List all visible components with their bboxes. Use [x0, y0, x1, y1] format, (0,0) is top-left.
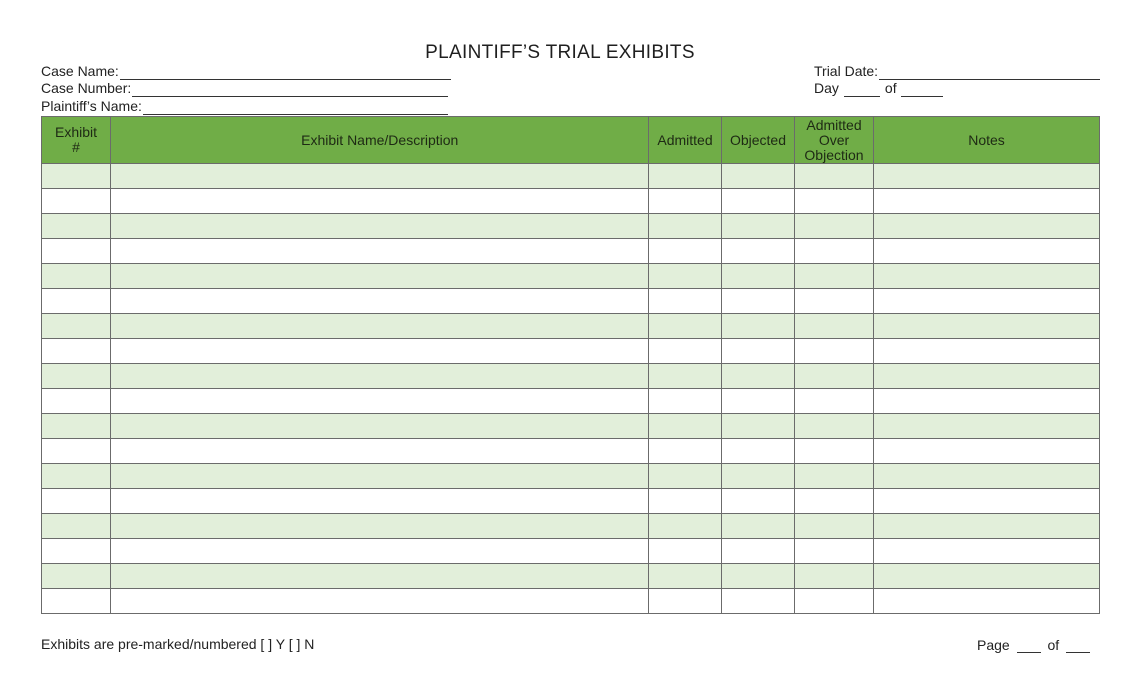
case-number-label: Case Number:	[41, 80, 132, 96]
admitted-cell[interactable]	[649, 564, 722, 589]
admitted-over-objection-cell[interactable]	[795, 539, 874, 564]
page-of-label: of	[1047, 637, 1060, 653]
exhibit-number-cell[interactable]	[42, 364, 111, 389]
header-admitted-over-objection: Admitted Over Objection	[795, 117, 874, 164]
admitted-over-objection-cell[interactable]	[795, 439, 874, 464]
admitted-over-objection-cell[interactable]	[795, 364, 874, 389]
table-row	[42, 364, 649, 389]
admitted-over-objection-cell[interactable]	[795, 564, 874, 589]
exhibit-description-cell[interactable]	[111, 539, 649, 564]
admitted-over-objection-cell[interactable]	[795, 164, 874, 189]
trial-date-line[interactable]	[879, 65, 1100, 80]
objected-cell[interactable]	[722, 314, 795, 339]
case-number-line[interactable]	[132, 82, 448, 97]
exhibit-description-cell[interactable]	[111, 239, 649, 264]
objected-cell[interactable]	[722, 189, 795, 214]
table-row	[649, 289, 1100, 314]
table-row	[649, 564, 1100, 589]
exhibit-description-cell[interactable]	[111, 264, 649, 289]
table-row	[42, 289, 649, 314]
notes-cell[interactable]	[874, 339, 1100, 364]
exhibit-number-cell[interactable]	[42, 239, 111, 264]
admitted-over-objection-cell[interactable]	[795, 414, 874, 439]
notes-cell[interactable]	[874, 364, 1100, 389]
table-row	[42, 389, 649, 414]
table-row	[42, 414, 649, 439]
header-notes: Notes	[874, 117, 1100, 164]
trial-date-label: Trial Date:	[814, 63, 879, 79]
notes-cell[interactable]	[874, 539, 1100, 564]
page-total-line[interactable]	[1066, 639, 1090, 653]
notes-cell[interactable]	[874, 289, 1100, 314]
exhibit-description-cell[interactable]	[111, 489, 649, 514]
notes-cell[interactable]	[874, 164, 1100, 189]
page-number-line[interactable]	[1017, 639, 1041, 653]
admitted-over-objection-cell[interactable]	[795, 389, 874, 414]
admitted-cell[interactable]	[649, 289, 722, 314]
table-row	[649, 489, 1100, 514]
exhibit-number-cell[interactable]	[42, 439, 111, 464]
exhibit-description-cell[interactable]	[111, 464, 649, 489]
table-row	[649, 439, 1100, 464]
table-row	[42, 589, 649, 614]
admitted-over-objection-cell[interactable]	[795, 339, 874, 364]
notes-cell[interactable]	[874, 389, 1100, 414]
exhibit-description-cell[interactable]	[111, 214, 649, 239]
table-row	[42, 439, 649, 464]
exhibit-number-cell[interactable]	[42, 589, 111, 614]
exhibit-number-cell[interactable]	[42, 164, 111, 189]
objected-cell[interactable]	[722, 264, 795, 289]
objected-cell[interactable]	[722, 414, 795, 439]
notes-cell[interactable]	[874, 414, 1100, 439]
objected-cell[interactable]	[722, 289, 795, 314]
admitted-cell[interactable]	[649, 339, 722, 364]
case-number-field[interactable]	[41, 80, 448, 97]
objected-cell[interactable]	[722, 564, 795, 589]
objected-cell[interactable]	[722, 389, 795, 414]
admitted-cell[interactable]	[649, 539, 722, 564]
exhibit-description-cell[interactable]	[111, 339, 649, 364]
exhibit-description-cell[interactable]	[111, 364, 649, 389]
notes-cell[interactable]	[874, 439, 1100, 464]
table-row	[42, 464, 649, 489]
exhibit-table-left	[41, 116, 649, 614]
admitted-over-objection-cell[interactable]	[795, 314, 874, 339]
exhibit-description-cell[interactable]	[111, 164, 649, 189]
header-objected: Objected	[722, 117, 795, 164]
header-exhibit-number: Exhibit #	[42, 117, 111, 164]
admitted-cell[interactable]	[649, 189, 722, 214]
exhibit-number-cell[interactable]	[42, 389, 111, 414]
objected-cell[interactable]	[722, 539, 795, 564]
table-row	[42, 489, 649, 514]
table-row	[42, 239, 649, 264]
table-row	[42, 339, 649, 364]
admitted-over-objection-cell[interactable]	[795, 289, 874, 314]
admitted-cell[interactable]	[649, 514, 722, 539]
trial-date-field[interactable]	[814, 63, 1100, 80]
admitted-over-objection-cell[interactable]	[795, 589, 874, 614]
admitted-cell[interactable]	[649, 464, 722, 489]
case-name-line[interactable]	[120, 65, 451, 80]
admitted-over-objection-cell[interactable]	[795, 264, 874, 289]
exhibit-description-cell[interactable]	[111, 314, 649, 339]
exhibit-number-cell[interactable]	[42, 214, 111, 239]
objected-cell[interactable]	[722, 514, 795, 539]
objected-cell[interactable]	[722, 489, 795, 514]
table-row	[649, 389, 1100, 414]
table-row	[649, 539, 1100, 564]
admitted-cell[interactable]	[649, 389, 722, 414]
exhibit-number-cell[interactable]	[42, 539, 111, 564]
plaintiff-name-field[interactable]	[41, 98, 448, 115]
exhibit-number-cell[interactable]	[42, 514, 111, 539]
admitted-over-objection-cell[interactable]	[795, 214, 874, 239]
page-label: Page	[977, 637, 1010, 653]
table-row	[649, 589, 1100, 614]
objected-cell[interactable]	[722, 239, 795, 264]
exhibit-number-cell[interactable]	[42, 289, 111, 314]
admitted-cell[interactable]	[649, 239, 722, 264]
table-row	[649, 339, 1100, 364]
left-header-row	[42, 117, 649, 164]
exhibit-number-cell[interactable]	[42, 264, 111, 289]
admitted-over-objection-cell[interactable]	[795, 239, 874, 264]
day-label: Day	[814, 80, 839, 96]
admitted-over-objection-cell[interactable]	[795, 514, 874, 539]
plaintiff-name-line[interactable]	[143, 100, 448, 115]
table-row	[649, 464, 1100, 489]
day-of-label: of	[884, 80, 897, 96]
exhibit-description-cell[interactable]	[111, 389, 649, 414]
document-title: PLAINTIFF’S TRIAL EXHIBITS	[425, 42, 695, 63]
exhibit-number-cell[interactable]	[42, 564, 111, 589]
table-row	[649, 264, 1100, 289]
objected-cell[interactable]	[722, 214, 795, 239]
admitted-cell[interactable]	[649, 439, 722, 464]
table-row	[42, 539, 649, 564]
header-admitted: Admitted	[649, 117, 722, 164]
table-row	[649, 239, 1100, 264]
table-row	[649, 514, 1100, 539]
table-row	[649, 189, 1100, 214]
table-row	[649, 214, 1100, 239]
table-row	[42, 314, 649, 339]
table-row	[649, 164, 1100, 189]
notes-cell[interactable]	[874, 589, 1100, 614]
admitted-cell[interactable]	[649, 164, 722, 189]
objected-cell[interactable]	[722, 339, 795, 364]
admitted-over-objection-cell[interactable]	[795, 489, 874, 514]
admitted-cell[interactable]	[649, 364, 722, 389]
exhibit-number-cell[interactable]	[42, 414, 111, 439]
table-row	[42, 514, 649, 539]
objected-cell[interactable]	[722, 464, 795, 489]
notes-cell[interactable]	[874, 514, 1100, 539]
exhibit-description-cell[interactable]	[111, 289, 649, 314]
notes-cell[interactable]	[874, 239, 1100, 264]
objected-cell[interactable]	[722, 589, 795, 614]
table-row	[42, 264, 649, 289]
notes-cell[interactable]	[874, 189, 1100, 214]
header-exhibit-description: Exhibit Name/Description	[111, 117, 649, 164]
case-name-label: Case Name:	[41, 63, 119, 79]
day-field[interactable]	[814, 80, 943, 97]
notes-cell[interactable]	[874, 214, 1100, 239]
admitted-cell[interactable]	[649, 589, 722, 614]
exhibit-number-cell[interactable]	[42, 189, 111, 214]
table-row	[42, 564, 649, 589]
objected-cell[interactable]	[722, 439, 795, 464]
day-number-line[interactable]	[844, 83, 880, 97]
plaintiff-name-label: Plaintiff’s Name:	[41, 98, 142, 114]
admitted-cell[interactable]	[649, 489, 722, 514]
objected-cell[interactable]	[722, 364, 795, 389]
exhibit-description-cell[interactable]	[111, 439, 649, 464]
right-header-row	[649, 117, 1100, 164]
admitted-cell[interactable]	[649, 214, 722, 239]
objected-cell[interactable]	[722, 164, 795, 189]
notes-cell[interactable]	[874, 314, 1100, 339]
table-row	[649, 414, 1100, 439]
notes-cell[interactable]	[874, 489, 1100, 514]
admitted-cell[interactable]	[649, 264, 722, 289]
exhibit-number-cell[interactable]	[42, 464, 111, 489]
exhibit-description-cell[interactable]	[111, 189, 649, 214]
day-total-line[interactable]	[901, 83, 943, 97]
exhibit-description-cell[interactable]	[111, 564, 649, 589]
table-row	[42, 214, 649, 239]
notes-cell[interactable]	[874, 564, 1100, 589]
exhibit-description-cell[interactable]	[111, 589, 649, 614]
notes-cell[interactable]	[874, 264, 1100, 289]
exhibit-number-cell[interactable]	[42, 339, 111, 364]
exhibit-number-cell[interactable]	[42, 314, 111, 339]
admitted-over-objection-cell[interactable]	[795, 189, 874, 214]
admitted-cell[interactable]	[649, 314, 722, 339]
exhibit-description-cell[interactable]	[111, 514, 649, 539]
exhibit-description-cell[interactable]	[111, 414, 649, 439]
table-row	[649, 364, 1100, 389]
case-name-field[interactable]	[41, 63, 451, 80]
table-row	[649, 314, 1100, 339]
table-row	[42, 164, 649, 189]
page-counter[interactable]	[977, 637, 1090, 653]
admitted-over-objection-cell[interactable]	[795, 464, 874, 489]
notes-cell[interactable]	[874, 464, 1100, 489]
premarked-note: Exhibits are pre-marked/numbered [ ] Y [ ] N	[41, 636, 315, 652]
exhibit-number-cell[interactable]	[42, 489, 111, 514]
exhibit-table-right	[648, 116, 1100, 614]
admitted-cell[interactable]	[649, 414, 722, 439]
table-row	[42, 189, 649, 214]
